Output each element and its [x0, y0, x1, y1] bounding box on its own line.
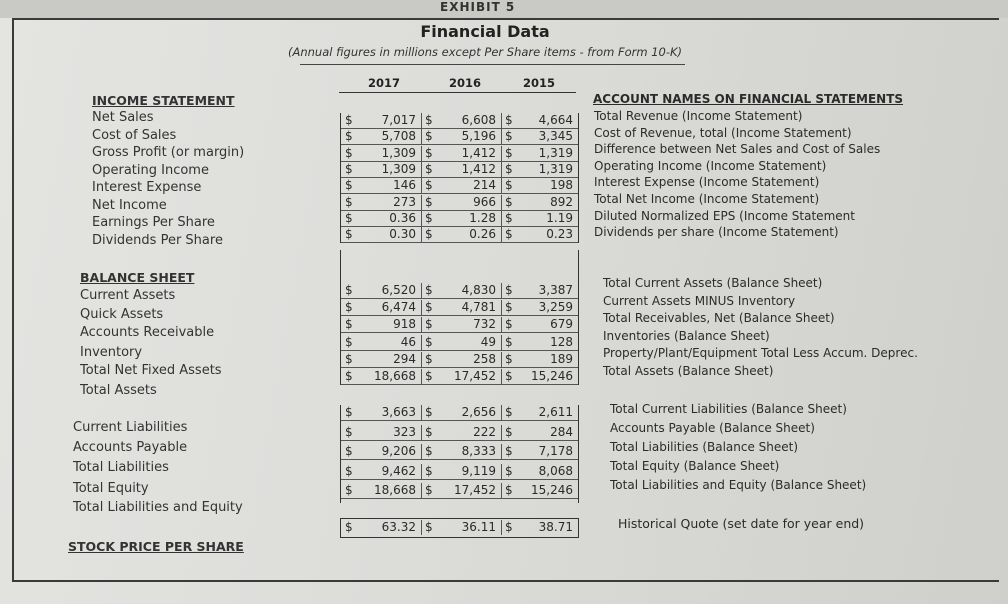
column-divider	[421, 129, 422, 144]
income-value: 214	[473, 178, 496, 193]
income-value: 966	[473, 194, 496, 209]
liabilities-value: 18,668	[374, 483, 416, 497]
income-row-0	[341, 113, 578, 129]
currency-sign: $	[505, 227, 513, 242]
liabilities-row-3	[341, 464, 578, 480]
column-divider	[421, 405, 422, 420]
column-divider	[421, 162, 422, 177]
label-stock-price-per-share: STOCK PRICE PER SHARE	[68, 539, 244, 554]
currency-sign: $	[505, 369, 513, 383]
label-net-sales: Net Sales	[92, 110, 154, 125]
income-value: 3,345	[538, 129, 573, 144]
liabilities-values-grid	[340, 405, 579, 503]
balance-values-grid	[340, 250, 579, 385]
currency-sign: $	[345, 369, 353, 383]
liabilities-row-0	[341, 405, 578, 421]
income-value: 1.28	[469, 210, 496, 225]
currency-sign: $	[505, 444, 513, 458]
income-value: 1,319	[538, 145, 573, 160]
column-divider	[501, 369, 502, 384]
column-divider	[501, 317, 502, 332]
currency-sign: $	[425, 483, 433, 497]
balance-value: 128	[550, 334, 573, 349]
balance-account-name: Total Assets (Balance Sheet)	[603, 364, 774, 378]
income-row-4	[341, 178, 578, 194]
income-account-name: Interest Expense (Income Statement)	[594, 175, 820, 190]
currency-sign: $	[425, 405, 433, 419]
year-2015-header: 2015	[523, 76, 556, 90]
label-total-assets: Total Assets	[80, 383, 157, 398]
income-value: 5,196	[461, 129, 496, 144]
income-account-name: Dividends per share (Income Statement)	[594, 225, 839, 240]
currency-sign: $	[505, 210, 513, 225]
liabilities-value: 284	[550, 424, 573, 439]
currency-sign: $	[505, 283, 513, 297]
liabilities-value: 8,068	[538, 463, 573, 478]
currency-sign: $	[505, 300, 513, 315]
column-divider	[421, 369, 422, 384]
income-account-name: Total Revenue (Income Statement)	[594, 109, 803, 123]
income-row-2	[341, 146, 578, 162]
liabilities-account-name: Total Liabilities (Balance Sheet)	[610, 440, 799, 454]
label-total-liabilities-and-equity: Total Liabilities and Equity	[73, 500, 243, 515]
balance-value: 258	[473, 351, 496, 366]
income-value: 7,017	[381, 113, 416, 127]
income-account-name: Cost of Revenue, total (Income Statement)	[594, 125, 852, 140]
column-divider	[501, 195, 502, 210]
balance-account-name: Current Assets MINUS Inventory	[603, 293, 796, 308]
account-names-heading: ACCOUNT NAMES ON FINANCIAL STATEMENTS	[593, 92, 904, 106]
income-value: 0.30	[389, 227, 416, 242]
column-divider	[501, 146, 502, 161]
currency-sign: $	[345, 463, 353, 478]
balance-row-1	[341, 300, 578, 316]
balance-value: 3,387	[538, 283, 573, 297]
label-cost-of-sales: Cost of Sales	[92, 128, 177, 143]
page-subtitle: (Annual figures in millions except Per Share items - from Form 10-K)	[287, 45, 683, 59]
balance-row-3	[341, 335, 578, 351]
liabilities-value: 9,206	[381, 444, 416, 458]
liabilities-value: 3,663	[381, 405, 416, 419]
column-divider	[501, 178, 502, 193]
currency-sign: $	[425, 145, 433, 160]
currency-sign: $	[345, 300, 353, 315]
income-value: 6,608	[461, 113, 496, 127]
currency-sign: $	[345, 129, 353, 144]
currency-sign: $	[425, 317, 433, 332]
income-account-names	[593, 92, 903, 106]
label-gross-profit: Gross Profit (or margin)	[92, 145, 245, 160]
currency-sign: $	[425, 161, 433, 176]
column-divider	[501, 283, 502, 298]
column-divider	[421, 195, 422, 210]
label-current-assets: Current Assets	[80, 288, 176, 303]
income-value: 1,412	[461, 145, 496, 160]
currency-sign: $	[505, 145, 513, 160]
year-2017-header: 2017	[368, 76, 401, 90]
balance-value: 4,781	[461, 300, 496, 315]
liabilities-value: 2,611	[538, 405, 573, 419]
income-value: 0.23	[546, 227, 573, 242]
column-divider	[501, 113, 502, 128]
label-dividends-per-share: Dividends Per Share	[92, 233, 223, 248]
income-value: 273	[393, 194, 416, 209]
income-value: 5,708	[381, 129, 416, 144]
stock-value: 36.11	[461, 520, 496, 534]
currency-sign: $	[345, 161, 353, 176]
liabilities-value: 8,333	[461, 444, 496, 458]
currency-sign: $	[425, 351, 433, 366]
currency-sign: $	[425, 520, 433, 534]
income-value: 0.26	[469, 227, 496, 242]
currency-sign: $	[425, 227, 433, 242]
currency-sign: $	[345, 520, 353, 534]
column-divider	[421, 317, 422, 332]
stock-values-grid	[340, 518, 579, 538]
label-interest-expense: Interest Expense	[92, 180, 202, 195]
income-statement-heading: INCOME STATEMENT	[92, 93, 235, 108]
balance-value: 732	[473, 317, 496, 332]
balance-value: 6,474	[381, 300, 416, 315]
column-divider	[421, 335, 422, 350]
currency-sign: $	[345, 145, 353, 160]
balance-account-name: Total Current Assets (Balance Sheet)	[603, 276, 823, 290]
column-divider	[501, 211, 502, 226]
liabilities-row-1	[341, 425, 578, 441]
income-value: 198	[550, 178, 573, 193]
label-accounts-payable: Accounts Payable	[73, 440, 188, 455]
label-inventory: Inventory	[80, 345, 143, 360]
column-divider	[501, 464, 502, 479]
balance-row-4	[341, 352, 578, 368]
currency-sign: $	[345, 227, 353, 242]
currency-sign: $	[505, 194, 513, 209]
column-divider	[421, 352, 422, 367]
income-values-grid	[340, 113, 579, 243]
column-divider	[501, 300, 502, 315]
account-historical-quote: Historical Quote (set date for year end)	[618, 516, 865, 531]
currency-sign: $	[505, 317, 513, 332]
income-row-3	[341, 162, 578, 178]
balance-value: 3,259	[538, 300, 573, 315]
income-value: 4,664	[538, 113, 573, 127]
balance-value: 6,520	[381, 283, 416, 297]
currency-sign: $	[505, 520, 513, 534]
currency-sign: $	[425, 334, 433, 349]
income-value: 1,309	[381, 161, 416, 176]
liabilities-value: 7,178	[538, 444, 573, 458]
income-account-name: Total Net Income (Income Statement)	[594, 192, 820, 206]
currency-sign: $	[425, 300, 433, 315]
income-value: 1,319	[538, 161, 573, 176]
column-divider	[501, 129, 502, 144]
label-current-liabilities: Current Liabilities	[73, 420, 188, 435]
label-accounts-receivable: Accounts Receivable	[80, 325, 215, 340]
liabilities-value: 2,656	[461, 405, 496, 419]
income-row-5	[341, 195, 578, 211]
liabilities-value: 9,119	[461, 463, 496, 478]
currency-sign: $	[505, 424, 513, 439]
balance-value: 4,830	[461, 283, 496, 297]
column-divider	[501, 227, 502, 242]
income-value: 892	[550, 194, 573, 209]
currency-sign: $	[345, 210, 353, 225]
currency-sign: $	[505, 334, 513, 349]
balance-value: 15,246	[531, 369, 573, 383]
balance-row-5	[341, 369, 578, 385]
currency-sign: $	[345, 351, 353, 366]
stock-row-0	[341, 520, 578, 535]
balance-value: 46	[400, 334, 416, 349]
currency-sign: $	[425, 463, 433, 478]
currency-sign: $	[345, 317, 353, 332]
balance-value: 17,452	[454, 369, 496, 383]
currency-sign: $	[345, 283, 353, 297]
currency-sign: $	[505, 463, 513, 478]
balance-value: 294	[393, 351, 416, 366]
exhibit-header-strip	[0, 0, 1008, 18]
column-divider	[421, 483, 422, 498]
currency-sign: $	[345, 178, 353, 193]
column-divider	[501, 520, 502, 535]
currency-sign: $	[425, 178, 433, 193]
liabilities-value: 17,452	[454, 483, 496, 497]
currency-sign: $	[505, 178, 513, 193]
column-divider	[501, 444, 502, 459]
column-divider	[421, 113, 422, 128]
income-value: 1.19	[546, 210, 573, 225]
column-divider	[421, 300, 422, 315]
column-divider	[501, 425, 502, 440]
column-divider	[501, 335, 502, 350]
liabilities-account-name: Total Liabilities and Equity (Balance Sheet)	[610, 478, 867, 492]
stock-value: 38.71	[538, 520, 573, 534]
currency-sign: $	[425, 210, 433, 225]
liabilities-account-name: Total Current Liabilities (Balance Sheet)	[610, 402, 847, 416]
currency-sign: $	[345, 405, 353, 419]
column-divider	[421, 146, 422, 161]
currency-sign: $	[345, 444, 353, 458]
currency-sign: $	[425, 194, 433, 209]
currency-sign: $	[345, 194, 353, 209]
subtitle-divider	[300, 64, 685, 65]
currency-sign: $	[345, 334, 353, 349]
label-total-liabilities: Total Liabilities	[73, 460, 169, 475]
currency-sign: $	[425, 129, 433, 144]
stock-value: 63.32	[381, 520, 416, 534]
year-2016-header: 2016	[449, 76, 482, 90]
balance-sheet-heading: BALANCE SHEET	[80, 270, 195, 285]
column-divider	[501, 483, 502, 498]
column-divider	[421, 464, 422, 479]
currency-sign: $	[425, 444, 433, 458]
currency-sign: $	[425, 369, 433, 383]
income-value: 1,412	[461, 161, 496, 176]
currency-sign: $	[505, 113, 513, 127]
column-divider	[421, 227, 422, 242]
currency-sign: $	[425, 283, 433, 297]
column-divider	[421, 444, 422, 459]
label-total-net-fixed-assets: Total Net Fixed Assets	[80, 363, 222, 378]
liabilities-value: 15,246	[531, 483, 573, 497]
label-quick-assets: Quick Assets	[80, 307, 164, 322]
currency-sign: $	[505, 483, 513, 497]
column-divider	[421, 211, 422, 226]
column-divider	[421, 520, 422, 535]
column-divider	[421, 283, 422, 298]
liabilities-value: 222	[473, 424, 496, 439]
currency-sign: $	[505, 351, 513, 366]
income-row-1	[341, 129, 578, 145]
balance-value: 189	[550, 351, 573, 366]
column-divider	[421, 425, 422, 440]
income-account-name: Operating Income (Income Statement)	[594, 158, 827, 173]
currency-sign: $	[345, 424, 353, 439]
liabilities-account-name: Total Equity (Balance Sheet)	[610, 459, 780, 473]
balance-value: 679	[550, 317, 573, 332]
label-net-income: Net Income	[92, 198, 167, 213]
label-earnings-per-share: Earnings Per Share	[92, 215, 215, 230]
currency-sign: $	[505, 161, 513, 176]
balance-row-0	[341, 283, 578, 299]
income-value: 1,309	[381, 145, 416, 160]
currency-sign: $	[505, 405, 513, 419]
page-title: Financial Data	[420, 22, 550, 41]
currency-sign: $	[505, 129, 513, 144]
income-account-name: Diluted Normalized EPS (Income Statement	[594, 208, 855, 223]
balance-account-name: Property/Plant/Equipment Total Less Accum. Deprec.	[603, 346, 918, 361]
income-value: 146	[393, 178, 416, 193]
income-value: 0.36	[389, 210, 416, 225]
balance-row-2	[341, 317, 578, 333]
balance-value: 49	[480, 334, 496, 349]
column-divider	[501, 162, 502, 177]
liabilities-account-name: Accounts Payable (Balance Sheet)	[610, 421, 815, 435]
liabilities-row-4	[341, 483, 578, 499]
income-account-name: Difference between Net Sales and Cost of Sales	[594, 142, 881, 157]
column-divider	[501, 405, 502, 420]
currency-sign: $	[345, 483, 353, 497]
balance-account-name: Total Receivables, Net (Balance Sheet)	[603, 311, 835, 326]
label-total-equity: Total Equity	[73, 481, 149, 496]
exhibit-label: EXHIBIT 5	[440, 0, 516, 14]
currency-sign: $	[425, 113, 433, 127]
column-divider	[421, 178, 422, 193]
income-row-7	[341, 227, 578, 243]
liabilities-value: 9,462	[381, 463, 416, 478]
column-divider	[501, 352, 502, 367]
balance-value: 18,668	[374, 369, 416, 383]
currency-sign: $	[345, 113, 353, 127]
liabilities-row-2	[341, 444, 578, 460]
currency-sign: $	[425, 424, 433, 439]
year-header-divider	[339, 92, 576, 93]
income-row-6	[341, 211, 578, 227]
label-operating-income: Operating Income	[92, 163, 209, 178]
balance-value: 918	[393, 317, 416, 332]
liabilities-value: 323	[393, 424, 416, 439]
balance-account-name: Inventories (Balance Sheet)	[603, 328, 770, 343]
